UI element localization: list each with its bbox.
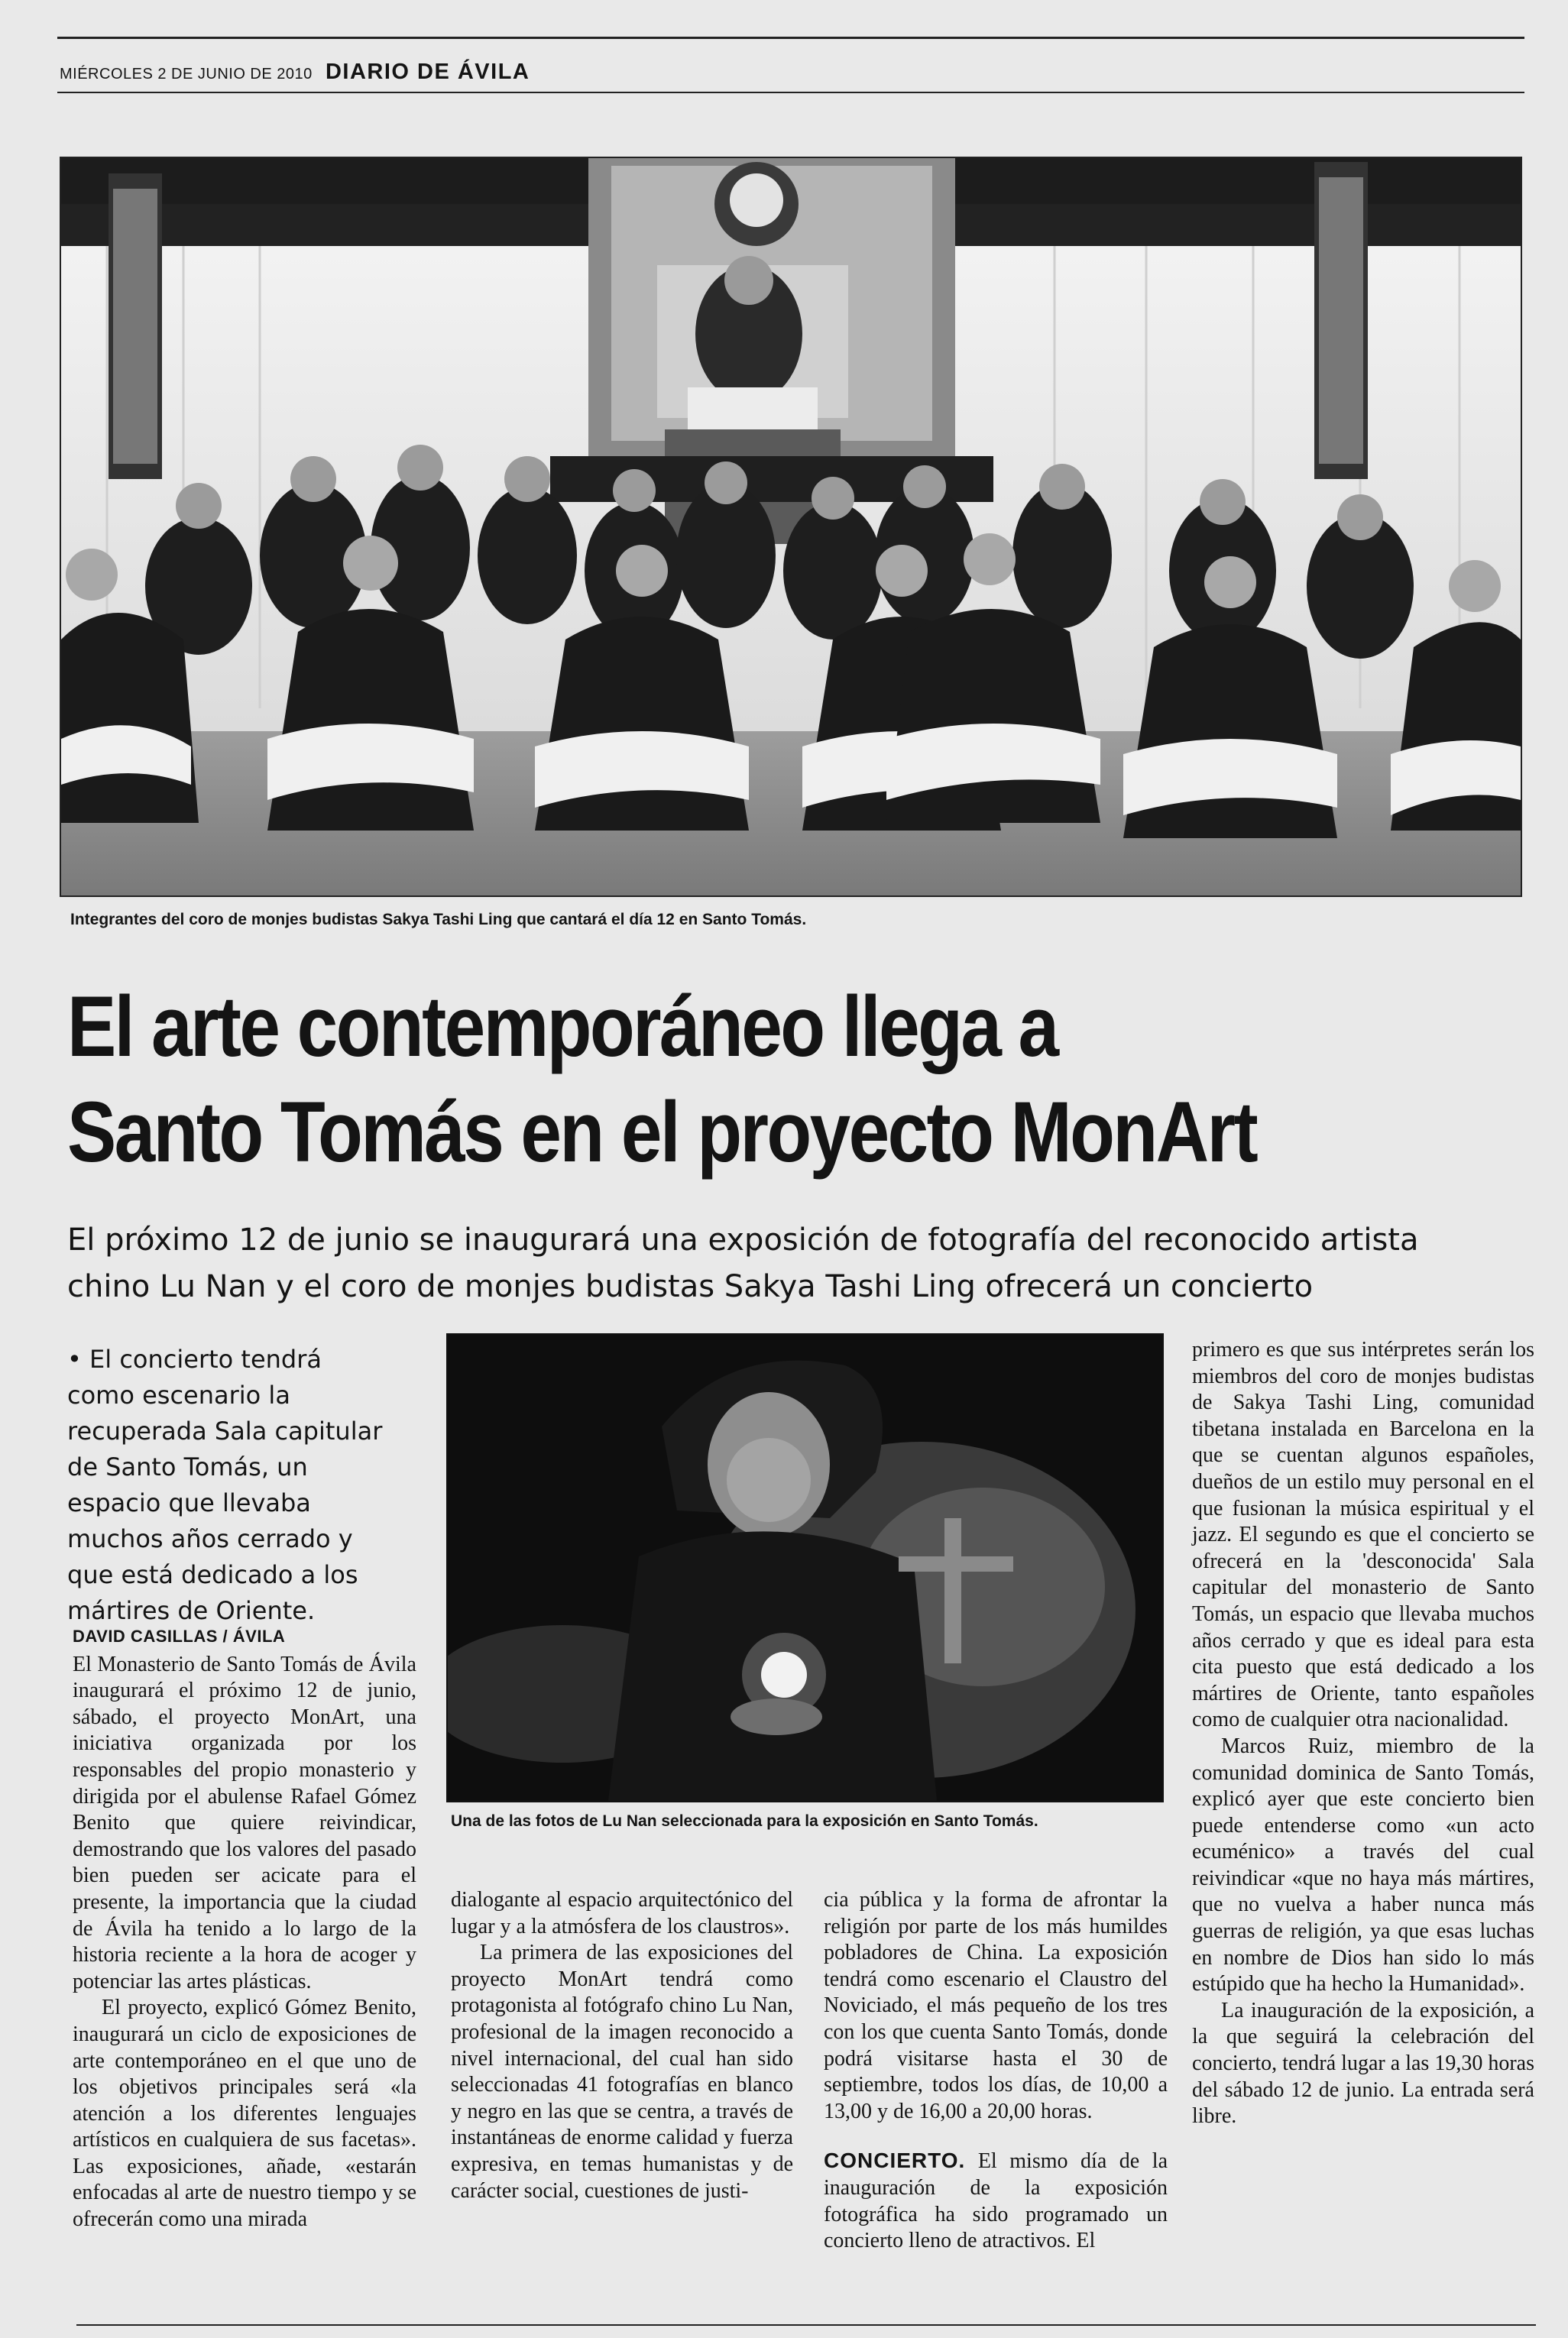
header-rule [57, 92, 1524, 93]
inset-photo-caption: Una de las fotos de Lu Nan seleccionada para la exposición en Santo Tomás. [451, 1812, 1038, 1830]
paragraph [824, 2148, 1168, 2254]
article-column-3 [824, 1887, 1168, 2255]
paragraph: El proyecto, explicó Gómez Benito, inaugurará un ciclo de exposiciones de arte contemporáneo en el que uno de los objetivos principales será «la atención a los diferentes lenguajes artísticos en cualquiera de sus facetas». Las exposiciones, añade, «estarán enfocadas al arte de nuestro tiempo y se ofrecerán como una mirada [73, 1996, 416, 2232]
issue-date: MIÉRCOLES 2 DE JUNIO DE 2010 [60, 66, 313, 83]
lu-nan-illustration [448, 1335, 1162, 1801]
paragraph: Marcos Ruiz, miembro de la comunidad dominica de Santo Tomás, explicó ayer que este concierto bien puede entenderse como «un acto ecuménico» a través del cual reivindicar «que no haya más mártires, que no vuelva a haber nunca más guerras de religión, ya que esas luchas en nombre de Dios han sido lo más estúpido que ha hecho la Humanidad». [1192, 1734, 1534, 1996]
monks-choir-illustration [61, 158, 1521, 895]
article-subheadline [67, 1217, 1534, 1310]
paragraph-text: El mismo día de la inauguración de la exposición fotográfica ha sido programado un concierto lleno de atractivos. El [824, 2149, 1168, 2253]
headline-line-1: El arte contemporáneo llega a [67, 979, 1058, 1074]
paragraph: La inauguración de la exposición, a la que seguirá la celebración del concierto, tendrá lugar a las 19,30 horas del sábado 12 de junio. La entrada será libre. [1192, 1998, 1534, 2129]
article-summary: • El concierto tendrá como escenario la recuperada Sala capitular de Santo Tomás, un espacio que llevaba muchos años cerrado y que está dedicado a los mártires de Oriente. [67, 1345, 383, 1625]
paragraph: dialogante al espacio arquitectónico del lugar y a la atmósfera de los claustros». [451, 1888, 793, 1938]
paragraph: cia pública y la forma de afrontar la religión por parte de los más humildes pobladores de China. La exposición tendrá como escenario el Claustro del Noviciado, el más pequeño de los tres con los que cuenta Santo Tomás, donde podrá visitarse hasta el 30 de septiembre, todos los días, de 10,00 a 13,00 y de 16,00 a 20,00 horas. [824, 1888, 1168, 2123]
subhead-line-2: chino Lu Nan y el coro de monjes budistas Sakya Tashi Ling ofrecerá un concierto [67, 1269, 1314, 1304]
page-header [60, 60, 530, 85]
byline: DAVID CASILLAS / ÁVILA [73, 1627, 286, 1646]
subhead-line-1: El próximo 12 de junio se inaugurará una exposición de fotografía del reconocido artista [67, 1222, 1419, 1258]
section-lead: CONCIERTO. [824, 2149, 966, 2173]
top-photo-caption: Integrantes del coro de monjes budistas Sakya Tashi Ling que cantará el día 12 en Santo Tomás. [70, 911, 807, 928]
article-column-4 [1192, 1337, 1534, 2130]
article-headline [67, 974, 1539, 1185]
article-column-1 [73, 1624, 416, 2233]
publication-name: DIARIO DE ÁVILA [325, 60, 530, 84]
lu-nan-photo [446, 1333, 1164, 1802]
article-column-2 [451, 1887, 793, 2204]
paragraph: La primera de las exposiciones del proyecto MonArt tendrá como protagonista al fotógrafo chino Lu Nan, profesional de la imagen reconocido a nivel internacional, del cual han sido seleccionadas 41 fotografías en blanco y negro en las que se centra, a través de instantáneas de enorme calidad y fuerza expresiva, en temas humanistas y de carácter social, cuestiones de justi- [451, 1941, 793, 2203]
bottom-rule [76, 2324, 1536, 2326]
paragraph: primero es que sus intérpretes serán los miembros del coro de monjes budistas de Sakya Tashi Ling, comunidad tibetana instalada en Barcelona en la que se cuentan algunos españoles, dueños de un estilo muy personal en el que fusionan la música espiritual y el jazz. El segundo es que el concierto se ofrecerá en la 'desconocida' Sala capitular del monasterio de Santo Tomás, un espacio que llevaba muchos años cerrado y que es ideal para esta cita puesto que está dedicado a los mártires de Oriente, tanto españoles como de cualquier otra nacionalidad. [1192, 1338, 1534, 1732]
paragraph: El Monasterio de Santo Tomás de Ávila inaugurará el próximo 12 de junio, sábado, el proyecto MonArt, una iniciativa organizada por los responsables del propio monasterio y dirigida por el abulense Rafael Gómez Benito que quiere reivindicar, demostrando que los valores del pasado bien pueden ser acicate para el presente, la importancia que la ciudad de Ávila ha tenido a lo largo de la historia reciente a la hora de acoger y potenciar las artes plásticas. [73, 1652, 416, 1993]
headline-line-2: Santo Tomás en el proyecto MonArt [67, 1084, 1257, 1180]
monks-choir-photo [60, 157, 1522, 897]
top-rule [57, 37, 1524, 39]
